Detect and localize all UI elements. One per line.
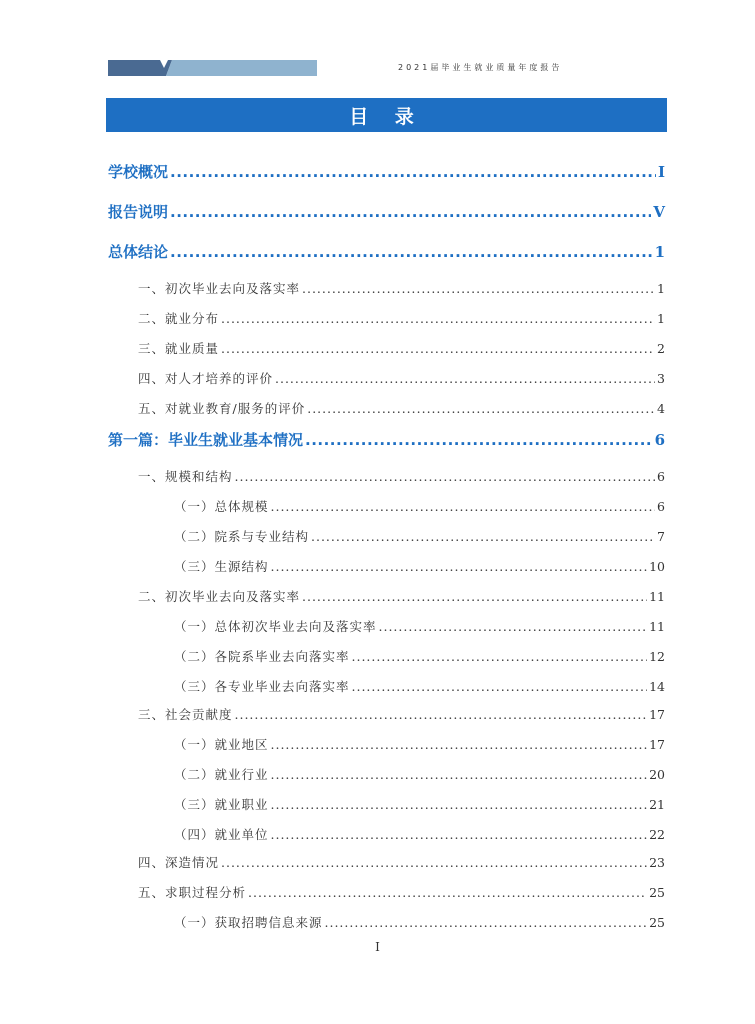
toc-entry[interactable] xyxy=(108,853,665,871)
toc-entry-page: 1 xyxy=(657,311,665,326)
toc-entry-page: 25 xyxy=(649,915,665,930)
toc-entry-label: （一）总体规模 xyxy=(174,499,269,514)
footer-page-number: I xyxy=(375,940,380,954)
toc-leader-dots xyxy=(221,855,647,870)
toc-entry-label: 一、规模和结构 xyxy=(138,469,233,484)
toc-leader-dots xyxy=(325,915,648,930)
toc-leader-dots xyxy=(221,341,655,356)
toc-entry[interactable] xyxy=(108,617,665,635)
toc-entry[interactable] xyxy=(108,399,665,417)
toc-entry-label: （三）生源结构 xyxy=(174,559,269,574)
toc-entry-page: 1 xyxy=(654,243,665,261)
toc-leader-dots xyxy=(170,243,653,261)
toc-entry[interactable] xyxy=(108,795,665,813)
toc-entry-label: 三、就业质量 xyxy=(138,341,220,356)
toc-leader-dots xyxy=(170,163,656,181)
toc-entry-label: 学校概况 xyxy=(108,163,169,181)
toc-entry-label: （三）就业职业 xyxy=(174,797,269,812)
toc-entry-label: 三、社会贡献度 xyxy=(138,707,233,722)
toc-entry-page: 1 xyxy=(657,281,665,296)
toc-entry-page: 6 xyxy=(654,431,665,449)
toc-entry-label: 二、初次毕业去向及落实率 xyxy=(138,589,301,604)
toc-entry-label: 第一篇：毕业生就业基本情况 xyxy=(108,431,304,449)
toc-entry[interactable] xyxy=(108,883,665,901)
toc-entry[interactable] xyxy=(108,161,665,182)
toc-leader-dots xyxy=(302,281,655,296)
toc-entry-label: 总体结论 xyxy=(108,243,169,261)
toc-entry[interactable] xyxy=(108,467,665,485)
toc-entry-page: 11 xyxy=(649,589,665,604)
header-band-graphic xyxy=(108,60,317,76)
toc-entry-label: （二）院系与专业结构 xyxy=(174,529,310,544)
toc-entry[interactable] xyxy=(108,765,665,783)
toc-title: 目 录 xyxy=(349,105,424,128)
toc-entry-label: 报告说明 xyxy=(108,203,169,221)
toc-entry[interactable] xyxy=(108,557,665,575)
toc-entry[interactable] xyxy=(108,527,665,545)
toc-entry-label: （二）各院系毕业去向落实率 xyxy=(174,649,350,664)
toc-leader-dots xyxy=(170,203,651,221)
toc-entry-label: （四）就业单位 xyxy=(174,827,269,842)
toc-entry[interactable] xyxy=(108,279,665,297)
toc-leader-dots xyxy=(271,827,648,842)
toc-entry-page: 4 xyxy=(657,401,665,416)
toc-entry[interactable] xyxy=(108,309,665,327)
toc-leader-dots xyxy=(235,707,648,722)
toc-entry[interactable] xyxy=(108,339,665,357)
report-header-title: 2021届毕业生就业质量年度报告 xyxy=(398,63,563,72)
toc-entry-page: 22 xyxy=(649,827,665,842)
toc-entry-page: 10 xyxy=(649,559,665,574)
toc-leader-dots xyxy=(352,679,648,694)
toc-leader-dots xyxy=(311,529,655,544)
toc-entry[interactable] xyxy=(108,705,665,723)
toc-leader-dots xyxy=(379,619,648,634)
toc-entry-page: 6 xyxy=(657,499,665,514)
toc-entry[interactable] xyxy=(108,369,665,387)
toc-leader-dots xyxy=(248,885,647,900)
toc-leader-dots xyxy=(302,589,647,604)
toc-entry-page: 11 xyxy=(649,619,665,634)
toc-entry-label: 五、对就业教育/服务的评价 xyxy=(138,401,306,416)
toc-entry-label: （二）就业行业 xyxy=(174,767,269,782)
toc-entry-page: 17 xyxy=(649,707,665,722)
toc-entry-label: 四、深造情况 xyxy=(138,855,220,870)
toc-entry-page: 2 xyxy=(657,341,665,356)
toc-entry-page: 7 xyxy=(657,529,665,544)
toc-entry-page: 6 xyxy=(657,469,665,484)
toc-entry[interactable] xyxy=(108,497,665,515)
toc-title-bar xyxy=(106,98,667,132)
toc-entry[interactable] xyxy=(108,429,665,450)
toc-leader-dots xyxy=(307,401,655,416)
toc-entry[interactable] xyxy=(108,913,665,931)
toc-entry-page: 17 xyxy=(649,737,665,752)
toc-leader-dots xyxy=(221,311,655,326)
toc-leader-dots xyxy=(271,737,648,752)
toc-entry-page: 3 xyxy=(657,371,665,386)
toc-leader-dots xyxy=(235,469,656,484)
toc-entry-label: （一）就业地区 xyxy=(174,737,269,752)
toc-leader-dots xyxy=(305,431,653,449)
toc-leader-dots xyxy=(352,649,648,664)
toc-entry-label: 二、就业分布 xyxy=(138,311,220,326)
toc-entry-label: （一）总体初次毕业去向及落实率 xyxy=(174,619,377,634)
toc-entry-page: I xyxy=(657,163,665,181)
toc-entry-page: 14 xyxy=(649,679,665,694)
header-logo-band xyxy=(108,60,317,76)
toc-leader-dots xyxy=(271,499,656,514)
toc-entry-label: 五、求职过程分析 xyxy=(138,885,247,900)
toc-entry-page: 21 xyxy=(649,797,665,812)
toc-entry[interactable] xyxy=(108,677,665,695)
toc-leader-dots xyxy=(271,559,648,574)
toc-entry[interactable] xyxy=(108,241,665,262)
toc-entry[interactable] xyxy=(108,735,665,753)
toc-entry[interactable] xyxy=(108,201,665,222)
toc-entry-label: （一）获取招聘信息来源 xyxy=(174,915,323,930)
toc-entry-page: 23 xyxy=(649,855,665,870)
toc-entry-label: 一、初次毕业去向及落实率 xyxy=(138,281,301,296)
toc-entry-page: V xyxy=(653,203,665,221)
toc-entry-label: 四、对人才培养的评价 xyxy=(138,371,274,386)
toc-entry-page: 25 xyxy=(649,885,665,900)
toc-entry-page: 12 xyxy=(649,649,665,664)
toc-leader-dots xyxy=(271,797,648,812)
toc-entry[interactable] xyxy=(108,647,665,665)
toc-leader-dots xyxy=(271,767,648,782)
toc-entry-page: 20 xyxy=(649,767,665,782)
toc-leader-dots xyxy=(275,371,655,386)
toc-entry[interactable] xyxy=(108,825,665,843)
toc-entry[interactable] xyxy=(108,587,665,605)
toc-entry-label: （三）各专业毕业去向落实率 xyxy=(174,679,350,694)
